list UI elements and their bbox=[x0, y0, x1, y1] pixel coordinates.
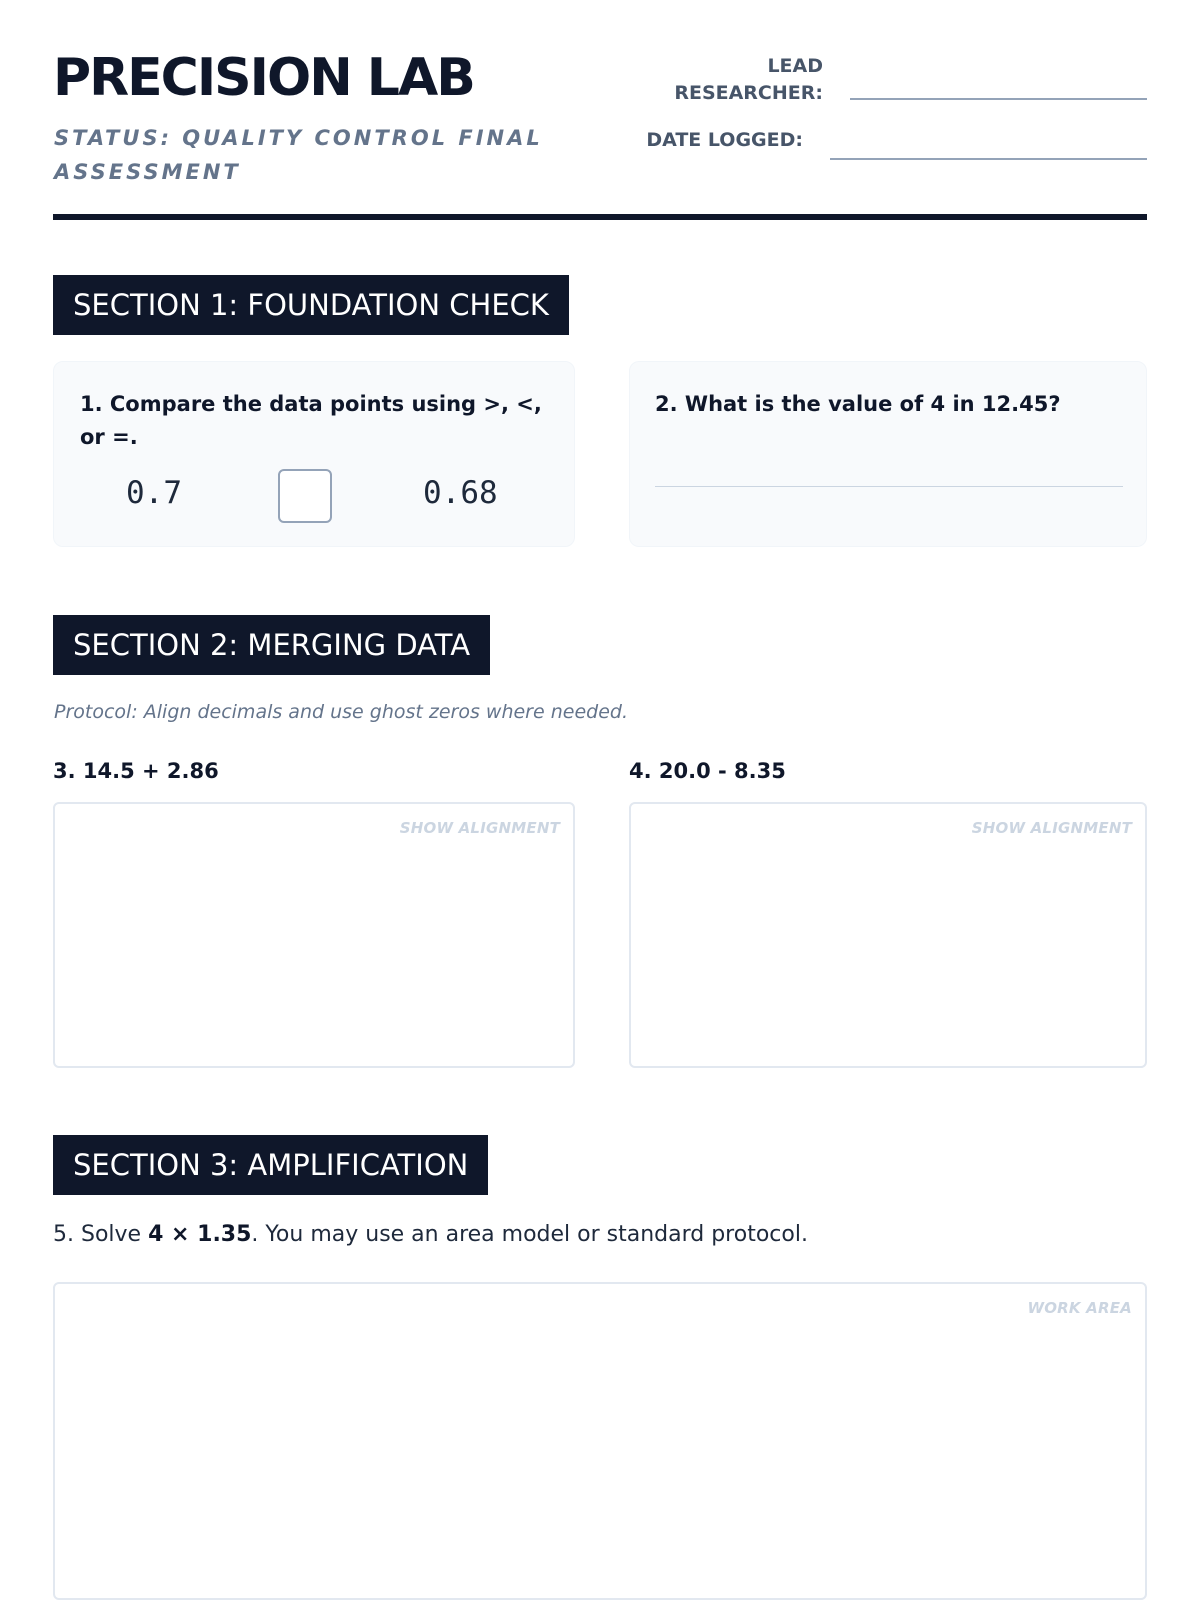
section-2-banner: SECTION 2: MERGING DATA bbox=[53, 615, 490, 675]
lead-researcher-label-line1: LEAD bbox=[767, 55, 823, 77]
compare-left-value: 0.7 bbox=[126, 475, 182, 511]
status-subtitle: STATUS: QUALITY CONTROL FINAL ASSESSMENT bbox=[54, 126, 543, 184]
question-1-prompt: 1. Compare the data points using >, <, or =. bbox=[80, 392, 542, 449]
question-4-label: 4. 20.0 - 8.35 bbox=[629, 759, 786, 783]
question-5-expression: 4 × 1.35 bbox=[148, 1222, 252, 1247]
header-divider bbox=[53, 214, 1147, 220]
lead-researcher-label bbox=[674, 53, 823, 107]
question-5-prompt bbox=[53, 1222, 808, 1247]
work-area-hint: WORK AREA bbox=[1027, 1299, 1132, 1317]
lead-researcher-label-line2: RESEARCHER: bbox=[674, 82, 823, 104]
protocol-note: Protocol: Align decimals and use ghost zeros where needed. bbox=[54, 701, 628, 723]
section-3-banner: SECTION 3: AMPLIFICATION bbox=[53, 1135, 488, 1195]
section-1-banner: SECTION 1: FOUNDATION CHECK bbox=[53, 275, 569, 335]
question-5-prefix: 5. Solve bbox=[53, 1222, 149, 1247]
show-alignment-hint: SHOW ALIGNMENT bbox=[971, 819, 1132, 837]
compare-right-value: 0.68 bbox=[423, 475, 498, 511]
lead-researcher-field[interactable] bbox=[850, 98, 1147, 100]
compare-answer-box[interactable] bbox=[278, 469, 332, 523]
question-2-prompt: 2. What is the value of 4 in 12.45? bbox=[655, 392, 1061, 416]
show-alignment-hint: SHOW ALIGNMENT bbox=[399, 819, 560, 837]
question-4-work-area[interactable] bbox=[629, 802, 1147, 1068]
question-5-work-area[interactable] bbox=[53, 1282, 1147, 1600]
question-3-work-area[interactable] bbox=[53, 802, 575, 1068]
question-2-answer-line[interactable] bbox=[655, 486, 1123, 487]
date-logged-label: DATE LOGGED: bbox=[646, 129, 803, 151]
question-3-label: 3. 14.5 + 2.86 bbox=[53, 759, 219, 783]
page-title: PRECISION LAB bbox=[53, 48, 474, 108]
question-1-card bbox=[53, 361, 575, 547]
question-2-card bbox=[629, 361, 1147, 547]
question-5-suffix: . You may use an area model or standard protocol. bbox=[251, 1222, 808, 1247]
date-logged-field[interactable] bbox=[830, 158, 1147, 160]
